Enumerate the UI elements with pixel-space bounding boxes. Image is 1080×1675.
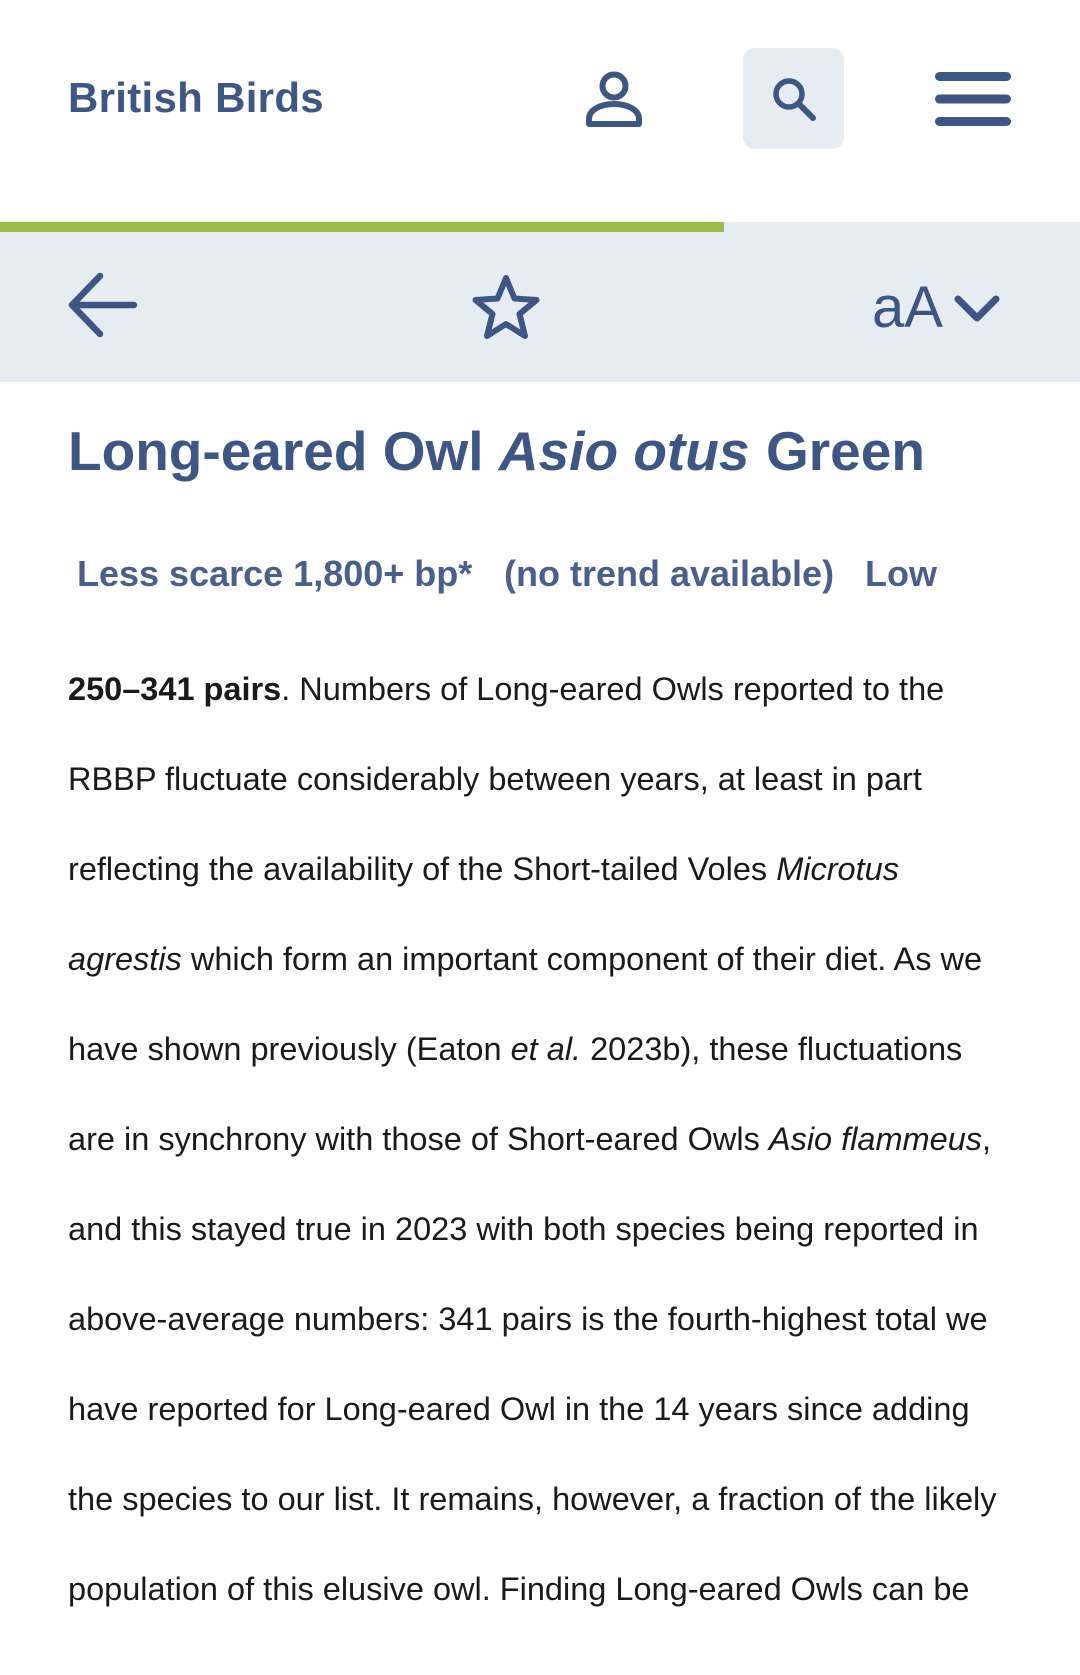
trend-label: (no trend available)	[504, 553, 835, 594]
level-label: Low	[865, 553, 937, 594]
star-icon	[471, 273, 541, 341]
text-run: reflecting the availability of the Short-tailed Voles	[68, 851, 777, 887]
conservation-status: Green	[766, 420, 925, 482]
paragraph-line	[68, 824, 1012, 914]
species-title	[68, 418, 749, 484]
paragraph-line: RBBP fluctuate considerably between years, at least in part	[68, 761, 922, 797]
back-button[interactable]	[62, 260, 142, 350]
font-size-label: aA	[872, 275, 943, 340]
scientific-name-text: Asio flammeus	[768, 1121, 983, 1157]
search-button[interactable]	[743, 48, 844, 149]
account-button[interactable]	[568, 50, 660, 148]
paragraph-line: population of this elusive owl. Finding Long-eared Owls can be	[68, 1571, 970, 1607]
paragraph-line	[68, 644, 1012, 734]
reading-progress-bar	[0, 222, 1080, 232]
search-icon	[769, 74, 819, 124]
citation-italic: et al.	[510, 1031, 582, 1067]
hamburger-menu-icon	[933, 70, 1013, 128]
paragraph-line: the species to our list. It remains, however, a fraction of the likely	[68, 1481, 997, 1517]
menu-button[interactable]	[925, 50, 1021, 148]
species-common-name: Long-eared Owl	[68, 420, 484, 482]
paragraph-line	[68, 914, 1012, 1004]
text-run: 2023b), these fluctuations	[581, 1031, 963, 1067]
paragraph-line: have reported for Long-eared Owl in the 14 years since adding	[68, 1391, 970, 1427]
arrow-left-icon	[66, 271, 138, 339]
pairs-count: 250–341 pairs	[68, 671, 282, 707]
text-run: ,	[982, 1121, 992, 1157]
text-run: are in synchrony with those of Short-eared Owls	[68, 1121, 769, 1157]
paragraph-line	[68, 1004, 1012, 1094]
species-scientific-name: Asio otus	[498, 420, 750, 482]
paragraph-line	[68, 1094, 1012, 1184]
chevron-down-icon	[953, 291, 1001, 325]
bookmark-button[interactable]	[464, 262, 548, 352]
abundance-label: Less scarce 1,800+ bp*	[77, 553, 473, 594]
user-icon	[584, 69, 644, 129]
paragraph-line: and this stayed true in 2023 with both species being reported in	[68, 1211, 979, 1247]
article-toolbar	[0, 232, 1080, 382]
article-paragraph	[68, 644, 1012, 1634]
font-size-button[interactable]	[872, 268, 1001, 348]
reading-progress-fill	[0, 222, 724, 232]
text-run: have shown previously (Eaton	[68, 1031, 511, 1067]
scientific-name-text: Microtus	[776, 851, 899, 887]
text-run: which form an important component of their diet. As we	[181, 941, 983, 977]
site-header	[0, 0, 1080, 222]
scientific-name-text: agrestis	[68, 941, 182, 977]
paragraph-line: above-average numbers: 341 pairs is the fourth-highest total we	[68, 1301, 988, 1337]
site-logo-text[interactable]: British Birds	[68, 74, 324, 121]
text-run: . Numbers of Long-eared Owls reported to the	[281, 671, 945, 707]
